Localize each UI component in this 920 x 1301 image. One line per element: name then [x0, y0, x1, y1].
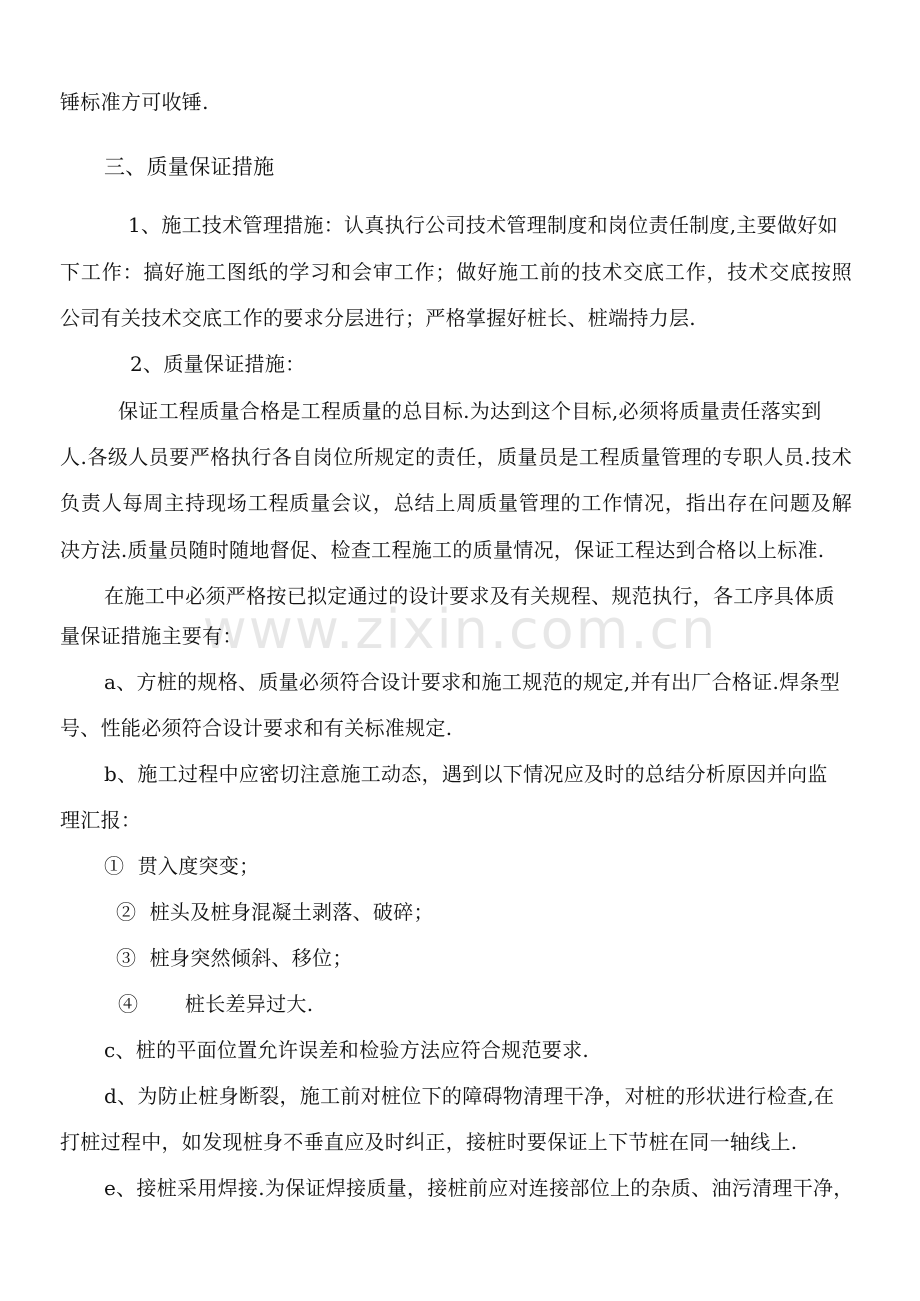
list-item: ③ 桩身突然倾斜、移位； — [116, 946, 353, 970]
text-line: 打桩过程中，如发现桩身不垂直应及时纠正，接桩时要保证上下节桩在同一轴线上. — [60, 1130, 798, 1154]
text-line: 保证工程质量合格是工程质量的总目标.为达到这个目标,必须将质量责任落实到 — [118, 399, 822, 423]
text-line: 理汇报： — [60, 808, 142, 832]
list-item: ④ 桩长差异过大. — [118, 992, 314, 1016]
list-item: b、施工过程中应密切注意施工动态，遇到以下情况应及时的总结分析原因并向监 — [104, 762, 828, 786]
text-line: 公司有关技术交底工作的要求分层进行；严格掌握好桩长、桩端持力层. — [60, 306, 696, 330]
text-line: 锤标准方可收锤. — [60, 90, 209, 114]
list-item: d、为防止桩身断裂，施工前对桩位下的障碍物清理干净，对桩的形状进行检查,在 — [104, 1084, 835, 1108]
text-line: 在施工中必须严格按已拟定通过的设计要求及有关规程、规范执行，各工序具体质 — [104, 584, 835, 608]
list-item: ② 桩头及桩身混凝土剥落、破碎； — [116, 900, 434, 924]
text-line: 决方法.质量员随时随地督促、检查工程施工的质量情况，保证工程达到合格以上标准. — [60, 538, 825, 562]
list-item: e、接桩采用焊接.为保证焊接质量，接桩前应对连接部位上的杂质、油污清理干净， — [104, 1176, 854, 1200]
text-line: 人.各级人员要严格执行各自岗位所规定的责任，质量员是工程质量管理的专职人员.技术 — [60, 445, 852, 469]
list-item: c、桩的平面位置允许误差和检验方法应符合规范要求. — [104, 1038, 590, 1062]
watermark: www.zixin.com.cn — [202, 598, 718, 661]
list-item: a、方桩的规格、质量必须符合设计要求和施工规范的规定,并有出厂合格证.焊条型 — [104, 670, 841, 694]
subheading: 2、质量保证措施： — [130, 352, 306, 376]
text-line: 量保证措施主要有： — [60, 624, 243, 648]
section-heading: 三、质量保证措施 — [104, 155, 275, 179]
text-line: 负责人每周主持现场工程质量会议，总结上周质量管理的工作情况，指出存在问题及解 — [60, 491, 852, 515]
text-line: 号、性能必须符合设计要求和有关标准规定. — [60, 716, 453, 740]
list-item: ① 贯入度突变； — [104, 854, 260, 878]
text-line: 1、施工技术管理措施：认真执行公司技术管理制度和岗位责任制度,主要做好如 — [128, 213, 838, 237]
text-line: 下工作：搞好施工图纸的学习和会审工作；做好施工前的技术交底工作，技术交底按照 — [60, 260, 852, 284]
